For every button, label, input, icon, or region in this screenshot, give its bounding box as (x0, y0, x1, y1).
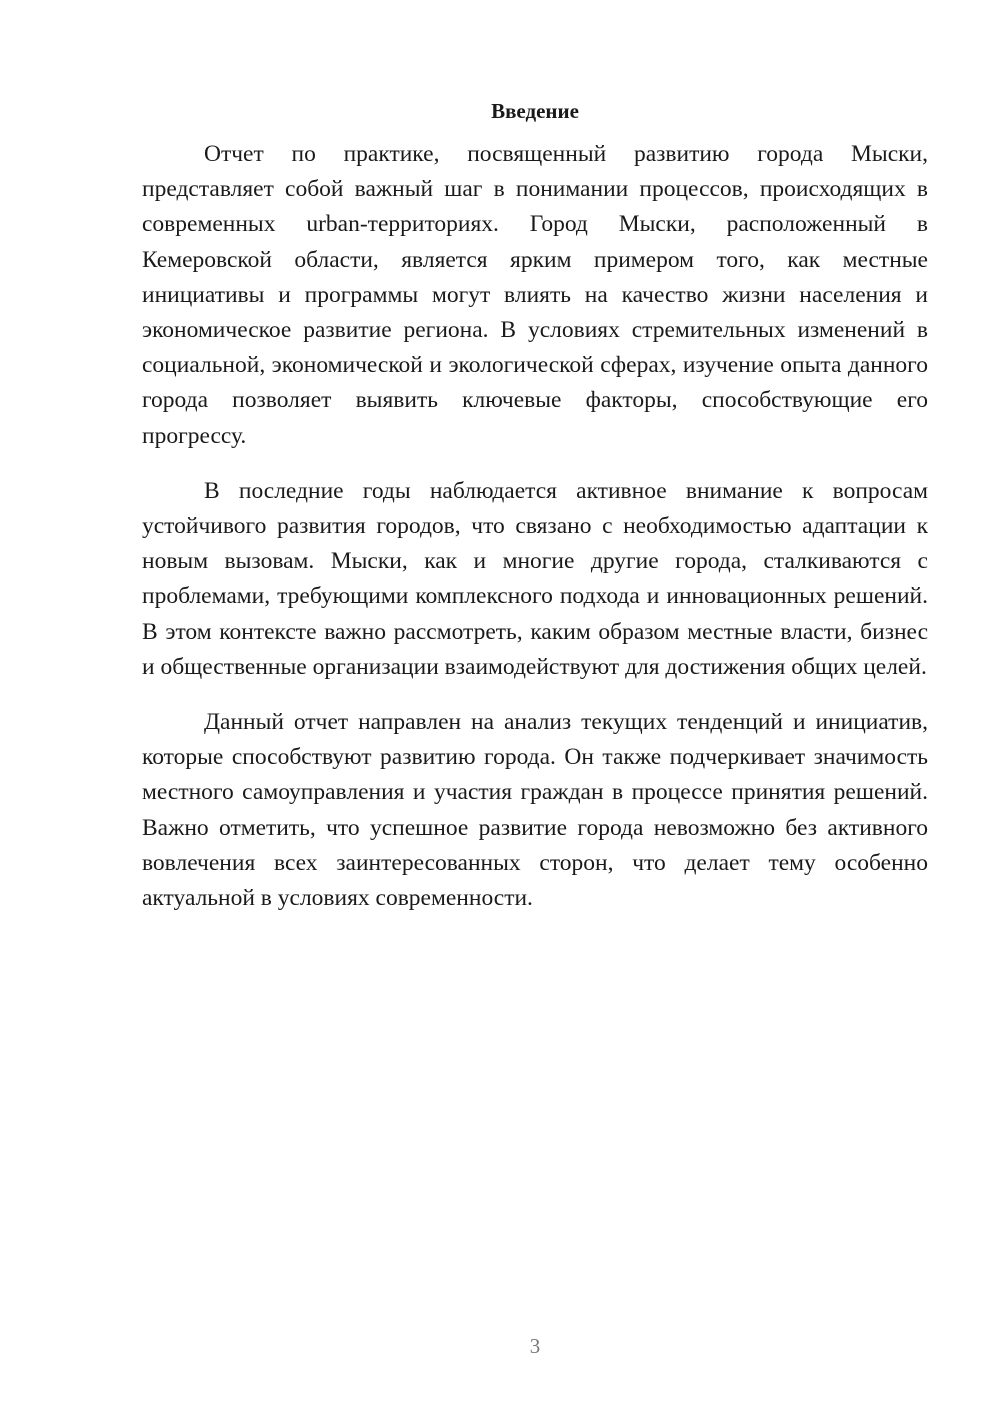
paragraph-3: Данный отчет направлен на анализ текущих тенденций и инициатив, которые способствуют развитию города. Он также подчеркивает значимость местного самоуправления и участия граждан в процессе принятия решений. Важно отметить, что успешное развитие города невозможно без активного вовлечения всех заинтересованных сторон, что делает тему особенно актуальной в условиях современности. (142, 709, 928, 912)
page-number: 3 (529, 1334, 541, 1358)
paragraph-2: В последние годы наблюдается активное внимание к вопросам устойчивого развития городов, что связано с необходимостью адаптации к новым вызовам. Мыски, как и многие другие города, сталкиваются с проблемами, требующими комплексного подхода и инновационных решений. В этом контексте важно рассмотреть, каким образом местные власти, бизнес и общественные организации взаимодействуют для достижения общих целей. (142, 477, 928, 680)
page-content (142, 96, 928, 936)
section-heading: Введение (491, 99, 579, 123)
paragraph-1: Отчет по практике, посвященный развитию города Мыски, представляет собой важный шаг в понимании процессов, происходящих в современных urban-территориях. Город Мыски, расположенный в Кемеровской области, является ярким примером того, как местные инициативы и программы могут влиять на качество жизни населения и экономическое развитие региона. В условиях стремительных изменений в социальной, экономической и экологической сферах, изучение опыта данного города позволяет выявить ключевые факторы, способствующие его прогрессу. (142, 141, 928, 449)
